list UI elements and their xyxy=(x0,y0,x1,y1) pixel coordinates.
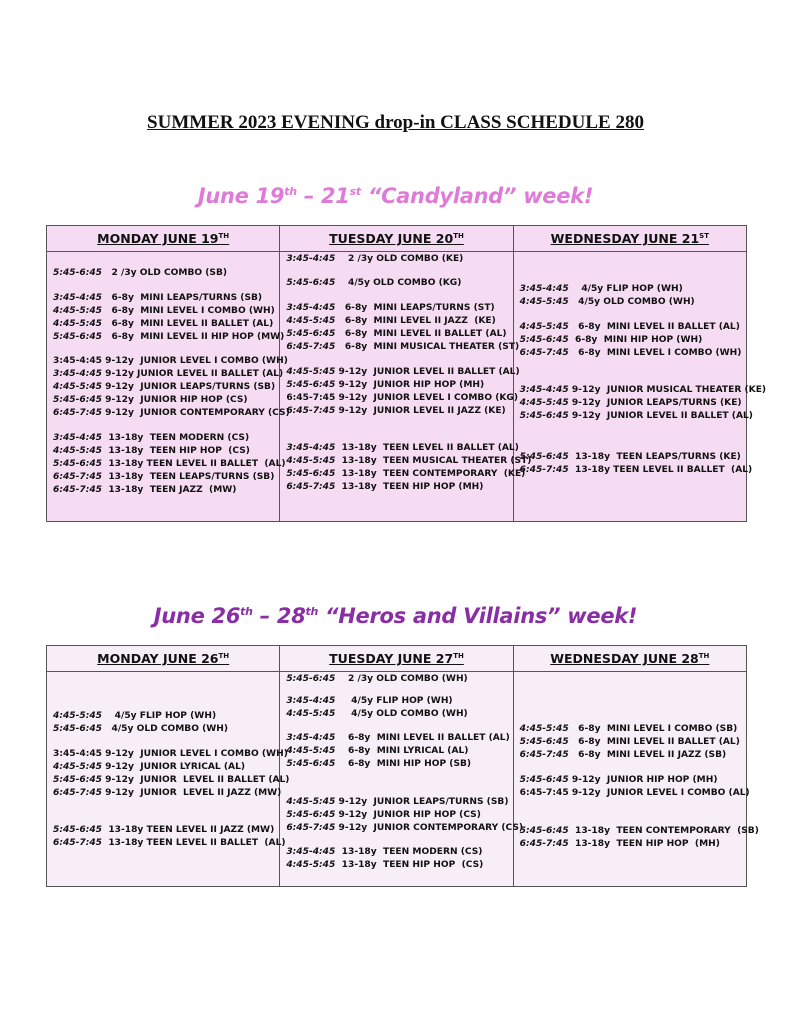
class-desc: 13-18y TEEN JAZZ (MW) xyxy=(102,485,237,495)
class-entry xyxy=(53,710,216,722)
class-entry xyxy=(286,341,519,353)
week-2-tuesday-column xyxy=(279,646,524,886)
class-entry xyxy=(53,723,228,735)
class-desc: 3:45-4:45 9-12y JUNIOR LEVEL I COMBO (WH) xyxy=(53,356,288,366)
class-desc: 4/5y OLD COMBO (WH) xyxy=(568,297,695,307)
week-2-monday-column xyxy=(47,646,290,886)
class-entry xyxy=(53,748,288,760)
class-entry xyxy=(286,732,509,744)
class-time: 4:45-5:45 xyxy=(53,711,103,721)
class-desc: 9-12y JUNIOR HIP HOP (MH) xyxy=(335,380,485,390)
class-entry xyxy=(53,318,273,330)
class-time: 5:45-6:45 xyxy=(519,452,569,462)
class-time: 6:45-7:45 xyxy=(286,823,336,833)
class-time: 5:45-6:45 xyxy=(53,268,103,278)
class-desc: 6:45-7:45 9-12y JUNIOR LEVEL I COMBO (AL) xyxy=(519,788,750,798)
day-header-sup: TH xyxy=(453,231,464,240)
class-entry xyxy=(53,394,248,406)
class-time: 5:45-6:45 xyxy=(53,724,103,734)
class-time: 5:45-6:45 xyxy=(286,380,336,390)
class-time: 5:45-6:45 xyxy=(286,674,336,684)
class-entry xyxy=(286,302,494,314)
class-desc: 2 /3y OLD COMBO (WH) xyxy=(335,674,468,684)
class-desc: 9-12y JUNIOR CONTEMPORARY (CS) xyxy=(102,408,290,418)
day-header xyxy=(47,226,279,252)
class-entry xyxy=(520,451,741,463)
class-entry xyxy=(53,837,286,849)
class-time: 4:45-5:45 xyxy=(286,797,336,807)
class-entry xyxy=(53,305,275,317)
class-entry xyxy=(286,708,467,720)
class-time: 5:45-6:45 xyxy=(286,810,336,820)
week-2-title xyxy=(0,604,791,628)
class-desc: 6-8y MINI LEVEL II BALLET (AL) xyxy=(335,329,507,339)
class-time: 5:45-6:45 xyxy=(519,411,569,421)
class-desc: 13-18y TEEN HIP HOP (MH) xyxy=(335,482,484,492)
week-2-title-part-b: – 28 xyxy=(252,604,306,628)
week-1-title-part-b: – 21 xyxy=(296,184,350,208)
class-desc: 6-8y MINI LEVEL II JAZZ (KE) xyxy=(335,316,496,326)
class-desc: 9-12y JUNIOR LEVEL II JAZZ (KE) xyxy=(335,406,506,416)
class-time: 6:45-7:45 xyxy=(286,406,336,416)
class-time: 5:45-6:45 xyxy=(519,826,569,836)
class-desc: 9-12y JUNIOR HIP HOP (MH) xyxy=(568,775,718,785)
class-entry xyxy=(520,283,683,295)
class-entry xyxy=(53,484,236,496)
class-desc: 6-8y MINI LEVEL I COMBO (WH) xyxy=(568,348,742,358)
class-time: 3:45-4:45 xyxy=(53,369,103,379)
class-desc: 4/5y OLD COMBO (WH) xyxy=(335,709,468,719)
class-entry xyxy=(520,774,718,786)
class-time: 6:45-7:45 xyxy=(53,408,103,418)
class-entry xyxy=(520,321,740,333)
class-entry xyxy=(286,859,483,871)
day-header-sup: TH xyxy=(698,651,710,660)
day-header xyxy=(280,646,512,672)
class-time: 5:45-6:45 xyxy=(53,459,103,469)
class-desc: 9-12y JUNIOR LEVEL II BALLET (AL) xyxy=(102,369,284,379)
class-entry xyxy=(286,379,484,391)
class-desc: 13-18y TEEN LEAPS/TURNS (KE) xyxy=(568,452,741,462)
week-2-title-sup-b: th xyxy=(305,605,319,618)
class-desc: 13-18y TEEN MODERN (CS) xyxy=(102,433,250,443)
class-desc: 13-18y TEEN LEVEL II BALLET (AL) xyxy=(568,465,753,475)
class-desc: 13-18y TEEN HIP HOP (MH) xyxy=(568,839,720,849)
class-entry xyxy=(286,796,508,808)
class-desc: 4/5y FLIP HOP (WH) xyxy=(568,284,683,294)
class-desc: 13-18y TEEN CONTEMPORARY (SB) xyxy=(568,826,759,836)
class-entry xyxy=(520,838,720,850)
class-desc: 13-18y TEEN LEAPS/TURNS (SB) xyxy=(102,472,275,482)
class-entry xyxy=(286,315,495,327)
class-time: 6:45-7:45 xyxy=(519,839,569,849)
class-time: 6:45-7:45 xyxy=(519,348,569,358)
week-1-tuesday-column xyxy=(279,226,532,521)
class-desc: 6-8y MINI LEVEL II BALLET (AL) xyxy=(568,737,740,747)
day-header-label: MONDAY JUNE 19 xyxy=(97,231,219,246)
class-time: 6:45-7:45 xyxy=(53,838,103,848)
class-time: 4:45-5:45 xyxy=(286,367,336,377)
class-time: 6:45-7:45 xyxy=(519,750,569,760)
class-entry xyxy=(286,468,525,480)
day-header-label: MONDAY JUNE 26 xyxy=(97,651,219,666)
class-time: 5:45-6:45 xyxy=(286,278,336,288)
class-desc: 4/5y FLIP HOP (WH) xyxy=(335,696,453,706)
class-time: 3:45-4:45 xyxy=(286,733,336,743)
class-time: 4:45-5:45 xyxy=(53,306,103,316)
class-time: 5:45-6:45 xyxy=(53,332,103,342)
class-entry xyxy=(286,846,482,858)
day-header xyxy=(47,646,279,672)
class-entry xyxy=(520,736,740,748)
day-header-label: TUESDAY JUNE 27 xyxy=(329,651,454,666)
class-entry xyxy=(53,331,284,343)
class-entry xyxy=(520,397,742,409)
class-entry xyxy=(286,405,505,417)
class-time: 4:45-5:45 xyxy=(519,297,569,307)
class-entry xyxy=(286,455,531,467)
week-1-title-sup-a: th xyxy=(284,185,297,198)
class-entry xyxy=(520,787,750,799)
week-1-title-part-c: “Candyland” week! xyxy=(360,184,594,208)
week-1-monday-column xyxy=(47,226,290,521)
class-desc: 6-8y MINI LEAPS/TURNS (ST) xyxy=(335,303,495,313)
class-entry xyxy=(53,761,245,773)
class-entry xyxy=(286,328,506,340)
day-header-sup: TH xyxy=(453,651,464,660)
class-entry xyxy=(286,673,467,685)
class-time: 6:45-7:45 xyxy=(53,472,103,482)
class-entry xyxy=(286,822,523,834)
class-entry xyxy=(53,292,262,304)
day-header-label: WEDNESDAY JUNE 28 xyxy=(550,651,699,666)
class-time: 5:45-6:45 xyxy=(53,775,103,785)
class-desc: 6-8y MINI HIP HOP (SB) xyxy=(335,759,472,769)
class-list xyxy=(280,672,524,886)
class-desc: 4/5y OLD COMBO (KG) xyxy=(335,278,462,288)
class-desc: 13-18y TEEN LEVEL II BALLET (AL) xyxy=(102,459,286,469)
class-entry xyxy=(520,825,759,837)
class-entry xyxy=(53,787,281,799)
class-desc: 4/5y OLD COMBO (WH) xyxy=(102,724,229,734)
class-desc: 9-12y JUNIOR HIP HOP (CS) xyxy=(102,395,248,405)
class-entry xyxy=(520,464,753,476)
class-time: 4:45-5:45 xyxy=(53,319,103,329)
class-desc: 2 /3y OLD COMBO (SB) xyxy=(102,268,228,278)
class-desc: 13-18y TEEN MUSICAL THEATER (ST) xyxy=(335,456,532,466)
class-time: 4:45-5:45 xyxy=(519,322,569,332)
class-desc: 6-8y MINI LEVEL II BALLET (AL) xyxy=(568,322,740,332)
class-desc: 9-12y JUNIOR LEAPS/TURNS (SB) xyxy=(102,382,276,392)
class-time: 6:45-7:45 xyxy=(519,465,569,475)
class-entry xyxy=(520,410,753,422)
class-entry xyxy=(520,749,727,761)
day-header xyxy=(514,646,746,672)
class-time: 3:45-4:45 xyxy=(53,433,103,443)
class-entry xyxy=(286,481,483,493)
week-2-title-part-c: “Heros and Villains” week! xyxy=(318,604,638,628)
class-time: 4:45-5:45 xyxy=(53,382,103,392)
class-entry xyxy=(53,445,250,457)
class-time: 4:45-5:45 xyxy=(286,316,336,326)
class-desc: 6-8y MINI LYRICAL (AL) xyxy=(335,746,469,756)
class-time: 6:45-7:45 xyxy=(53,485,103,495)
day-header xyxy=(514,226,746,252)
class-desc: 6-8y MINI LEVEL II JAZZ (SB) xyxy=(568,750,727,760)
class-time: 3:45-4:45 xyxy=(519,385,569,395)
class-entry xyxy=(520,384,766,396)
class-desc: 9-12y JUNIOR LYRICAL (AL) xyxy=(102,762,246,772)
class-time: 3:45-4:45 xyxy=(286,254,336,264)
class-list xyxy=(280,252,532,521)
class-desc: 13-18y TEEN LEVEL II BALLET (AL) xyxy=(102,838,286,848)
class-desc: 9-12y JUNIOR HIP HOP (CS) xyxy=(335,810,481,820)
class-entry xyxy=(286,758,471,770)
class-entry xyxy=(53,407,290,419)
class-desc: 9-12y JUNIOR LEAPS/TURNS (KE) xyxy=(568,398,742,408)
class-time: 5:45-6:45 xyxy=(519,335,569,345)
class-desc: 6-8y MINI LEVEL I COMBO (WH) xyxy=(102,306,275,316)
class-entry xyxy=(286,695,452,707)
class-time: 4:45-5:45 xyxy=(286,709,336,719)
day-header-sup: TH xyxy=(218,231,230,240)
class-desc: 13-18y TEEN HIP HOP (CS) xyxy=(102,446,250,456)
class-desc: 13-18y TEEN LEVEL II JAZZ (MW) xyxy=(102,825,275,835)
class-desc: 6-8y MINI LEAPS/TURNS (SB) xyxy=(102,293,263,303)
class-time: 3:45-4:45 xyxy=(53,293,103,303)
class-desc: 6:45-7:45 9-12y JUNIOR LEVEL I COMBO (KG) xyxy=(286,393,519,403)
day-header-label: TUESDAY JUNE 20 xyxy=(329,231,454,246)
week-2-title-sup-a: th xyxy=(240,605,253,618)
class-entry xyxy=(286,366,519,378)
day-header xyxy=(280,226,512,252)
class-time: 5:45-6:45 xyxy=(519,737,569,747)
class-entry xyxy=(53,355,288,367)
week-1-title xyxy=(0,184,791,208)
class-time: 5:45-6:45 xyxy=(53,395,103,405)
class-entry xyxy=(53,471,274,483)
class-entry xyxy=(520,723,738,735)
class-entry xyxy=(520,334,703,346)
class-entry xyxy=(286,253,463,265)
day-header-sup: TH xyxy=(218,651,230,660)
class-entry xyxy=(53,267,227,279)
page-title: SUMMER 2023 EVENING drop-in CLASS SCHEDULE 280 xyxy=(147,112,644,133)
week-2-schedule-table xyxy=(46,645,759,887)
class-desc: 13-18y TEEN MODERN (CS) xyxy=(335,847,483,857)
class-entry xyxy=(286,277,461,289)
class-time: 4:45-5:45 xyxy=(519,724,569,734)
class-desc: 6-8y MINI LEVEL II BALLET (AL) xyxy=(102,319,274,329)
class-list xyxy=(514,252,767,521)
class-desc: 13-18y TEEN HIP HOP (CS) xyxy=(335,860,484,870)
week-2-title-part-a: June 26 xyxy=(153,604,241,628)
class-entry xyxy=(53,381,275,393)
class-time: 4:45-5:45 xyxy=(519,398,569,408)
class-time: 3:45-4:45 xyxy=(286,696,336,706)
class-entry xyxy=(53,774,289,786)
class-entry xyxy=(286,442,519,454)
class-list xyxy=(514,672,759,886)
class-desc: 9-12y JUNIOR CONTEMPORARY (CS) xyxy=(335,823,524,833)
class-entry xyxy=(53,368,283,380)
class-desc: 6-8y MINI HIP HOP (WH) xyxy=(568,335,703,345)
class-time: 3:45-4:45 xyxy=(286,303,336,313)
class-entry xyxy=(286,809,481,821)
class-desc: 6-8y MINI LEVEL I COMBO (SB) xyxy=(568,724,738,734)
week-1-wednesday-column xyxy=(513,226,767,521)
class-time: 6:45-7:45 xyxy=(286,342,336,352)
class-entry xyxy=(53,458,286,470)
week-1-schedule-table xyxy=(46,225,767,522)
class-time: 5:45-6:45 xyxy=(519,775,569,785)
day-header-sup: ST xyxy=(699,231,709,240)
class-desc: 13-18y TEEN LEVEL II BALLET (AL) xyxy=(335,443,519,453)
class-time: 3:45-4:45 xyxy=(286,847,336,857)
class-desc: 6-8y MINI MUSICAL THEATER (ST) xyxy=(335,342,520,352)
class-time: 6:45-7:45 xyxy=(53,788,103,798)
class-time: 4:45-5:45 xyxy=(53,446,103,456)
class-entry xyxy=(53,432,249,444)
week-1-title-sup-b: st xyxy=(349,185,361,198)
class-desc: 9-12y JUNIOR LEVEL II BALLET (AL) xyxy=(568,411,753,421)
class-time: 4:45-5:45 xyxy=(286,860,336,870)
class-desc: 2 /3y OLD COMBO (KE) xyxy=(335,254,464,264)
class-desc: 4/5y FLIP HOP (WH) xyxy=(102,711,217,721)
class-time: 4:45-5:45 xyxy=(286,456,336,466)
class-time: 5:45-6:45 xyxy=(286,469,336,479)
class-time: 6:45-7:45 xyxy=(286,482,336,492)
class-time: 5:45-6:45 xyxy=(286,329,336,339)
class-desc: 6-8y MINI LEVEL II BALLET (AL) xyxy=(335,733,510,743)
class-time: 5:45-6:45 xyxy=(286,759,336,769)
class-time: 4:45-5:45 xyxy=(53,762,103,772)
class-list xyxy=(47,672,290,886)
class-time: 3:45-4:45 xyxy=(286,443,336,453)
class-desc: 3:45-4:45 9-12y JUNIOR LEVEL I COMBO (WH) xyxy=(53,749,288,759)
class-entry xyxy=(53,824,274,836)
class-time: 4:45-5:45 xyxy=(286,746,336,756)
class-entry xyxy=(520,347,742,359)
class-time: 3:45-4:45 xyxy=(519,284,569,294)
class-entry xyxy=(286,392,518,404)
class-desc: 13-18y TEEN CONTEMPORARY (KE) xyxy=(335,469,526,479)
class-list xyxy=(47,252,290,521)
class-desc: 9-12y JUNIOR LEAPS/TURNS (SB) xyxy=(335,797,509,807)
class-desc: 9-12y JUNIOR LEVEL II BALLET (AL) xyxy=(335,367,520,377)
class-entry xyxy=(520,296,695,308)
day-header-label: WEDNESDAY JUNE 21 xyxy=(550,231,700,246)
class-desc: 6-8y MINI LEVEL II HIP HOP (MW) xyxy=(102,332,285,342)
class-desc: 9-12y JUNIOR MUSICAL THEATER (KE) xyxy=(568,385,767,395)
week-1-title-part-a: June 19 xyxy=(197,184,285,208)
class-entry xyxy=(286,745,468,757)
class-desc: 9-12y JUNIOR LEVEL II BALLET (AL) xyxy=(102,775,290,785)
class-time: 5:45-6:45 xyxy=(53,825,103,835)
week-2-wednesday-column xyxy=(513,646,759,886)
class-desc: 9-12y JUNIOR LEVEL II JAZZ (MW) xyxy=(102,788,282,798)
